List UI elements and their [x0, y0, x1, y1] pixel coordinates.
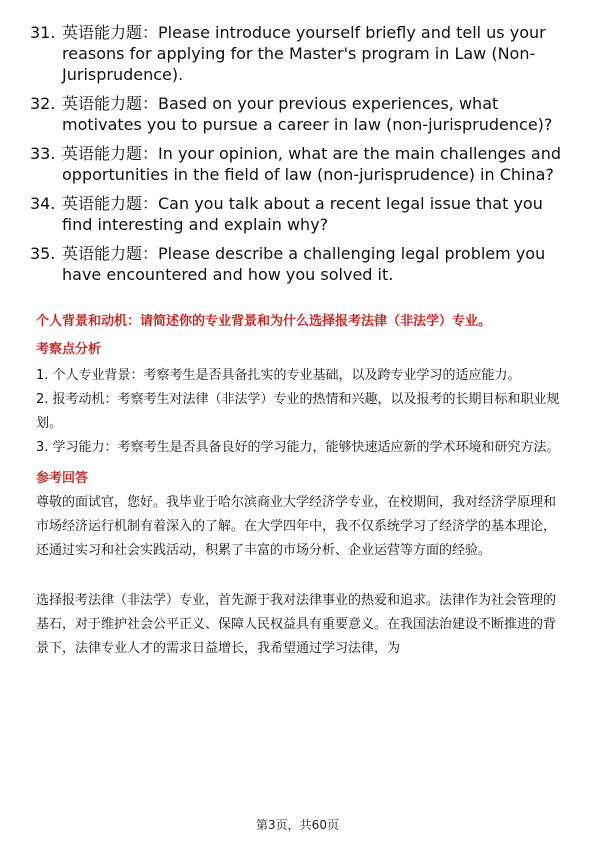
question-number: 32.	[30, 94, 56, 113]
question-number: 33.	[30, 144, 56, 163]
question-number: 34.	[30, 194, 56, 213]
page-number: 第3页，共60页	[256, 818, 339, 832]
question-text: 英语能力题：Based on your previous experiences, what motivates you to pursue a career in law (non-jurisprudence)?	[62, 94, 553, 134]
question-text: 英语能力题：In your opinion, what are the main challenges and opportunities in the field of law (non-jurisprudence) in China?	[62, 144, 561, 184]
answer-title: 参考回答	[36, 471, 89, 486]
question-section	[36, 313, 560, 661]
analysis-point: 2. 报考动机：考察考生对法律（非法学）专业的热情和兴趣，以及报考的长期目标和职业规划。	[36, 392, 560, 431]
question-item	[30, 22, 570, 85]
analysis-point: 3. 学习能力：考察考生是否具备良好的学习能力，能够快速适应新的学术环境和研究方法。	[36, 440, 560, 455]
question-text: 英语能力题：Please describe a challenging legal problem you have encountered and how you solved it.	[62, 244, 546, 284]
question-text: 英语能力题：Please introduce yourself briefly and tell us your reasons for applying for the Master's program in Law (Non-Jurisprudence).	[62, 23, 546, 84]
question-item	[30, 193, 570, 235]
analysis-point: 1. 个人专业背景：考察考生是否具备扎实的专业基础，以及跨专业学习的适应能力。	[36, 368, 521, 383]
question-text: 英语能力题：Can you talk about a recent legal issue that you find interesting and explain why?	[62, 194, 543, 234]
question-number: 35.	[30, 244, 56, 263]
analysis-title: 考察点分析	[36, 342, 102, 357]
question-list	[30, 22, 570, 293]
answer-paragraph: 尊敬的面试官，您好。我毕业于哈尔滨商业大学经济学专业，在校期间，我对经济学原理和市场经济运行机制有着深入的了解。在大学四年中，我不仅系统学习了经济学的基本理论，还通过实习和社会实践活动，积累了丰富的市场分析、企业运营等方面的经验。	[36, 495, 557, 558]
question-number: 31.	[30, 23, 56, 42]
question-item	[30, 243, 570, 285]
answer-paragraph: 选择报考法律（非法学）专业，首先源于我对法律事业的热爱和追求。法律作为社会管理的基石，对于维护社会公平正义、保障人民权益具有重要意义。在我国法治建设不断推进的背景下，法律专业人才的需求日益增长，我希望通过学习法律，为	[36, 593, 557, 656]
section-heading: 个人背景和动机：请简述你的专业背景和为什么选择报考法律（非法学）专业。	[36, 314, 492, 329]
question-item	[30, 93, 570, 135]
question-item	[30, 143, 570, 185]
analysis-list	[36, 364, 560, 460]
